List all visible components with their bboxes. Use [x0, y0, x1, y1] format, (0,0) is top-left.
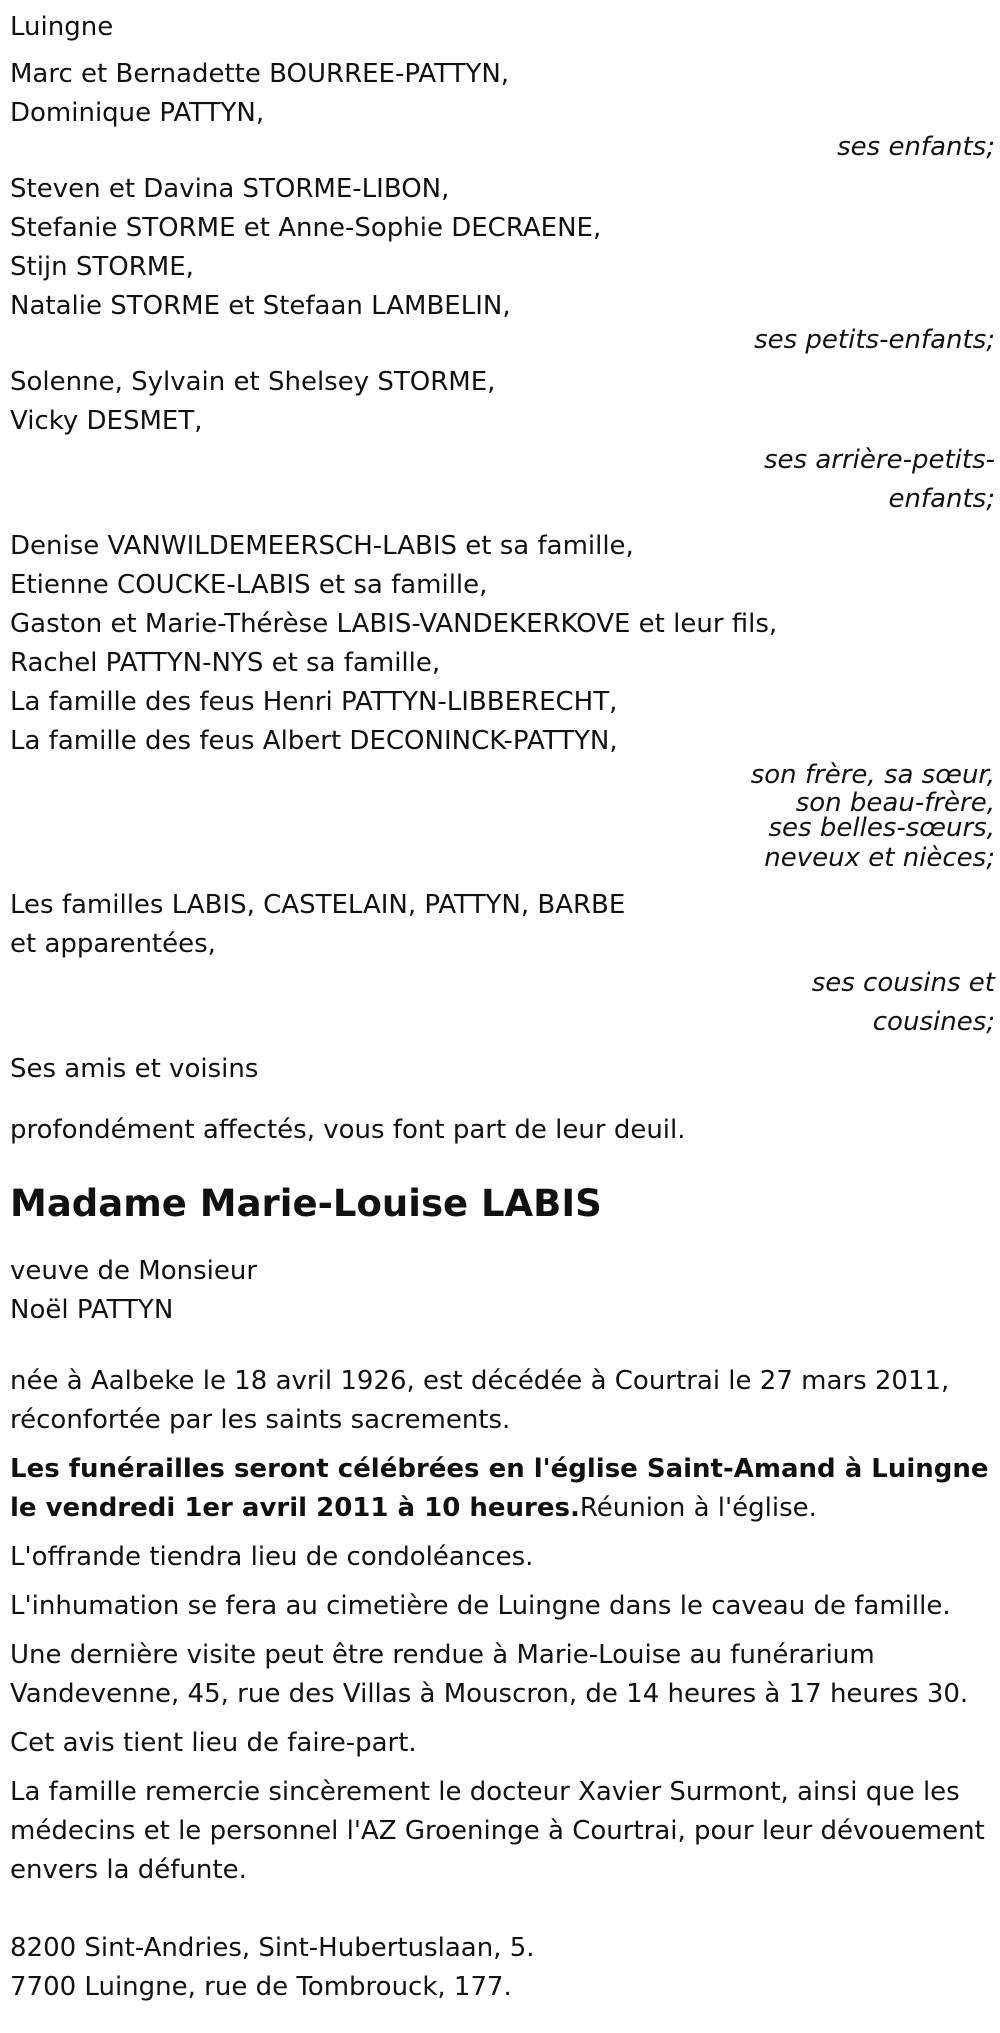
family-group-cousins	[10, 886, 995, 1042]
relation-label: son beau-frère,	[795, 788, 995, 818]
location-header: Luingne	[10, 12, 114, 42]
family-name-line: Dominique PATTYN,	[10, 98, 265, 128]
spacer	[10, 1230, 995, 1252]
burial-paragraph: L'inhumation se fera au cimetière de Luingne dans le caveau de famille.	[10, 1591, 951, 1621]
relation-label: neveux et nièces;	[764, 843, 995, 873]
friends-line: Ses amis et voisins	[10, 1054, 259, 1084]
address-line: 7700 Luingne, rue de Tombrouck, 177.	[10, 1972, 512, 2002]
funeral-meeting: Réunion à l'église.	[579, 1493, 817, 1523]
family-name-line: et apparentées,	[10, 929, 216, 959]
relation-label: son frère, sa sœur,	[750, 760, 995, 790]
family-name-line: Natalie STORME et Stefaan LAMBELIN,	[10, 291, 511, 321]
family-name-line: Steven et Davina STORME-LIBON,	[10, 174, 450, 204]
spouse-name-line: Noël PATTYN	[10, 1295, 174, 1325]
thanks-paragraph: La famille remercie sincèrement le docteur Xavier Surmont, ainsi que les médecins et le personnel l'AZ Groeninge à Courtrai, pour leur dévouement envers la défunte.	[10, 1777, 985, 1885]
family-name-line: Rachel PATTYN-NYS et sa famille,	[10, 648, 441, 678]
spacer	[10, 1089, 995, 1111]
family-group-siblings	[10, 527, 995, 878]
family-name-line: Vicky DESMET,	[10, 406, 203, 436]
relation-label: ses enfants;	[837, 132, 995, 162]
affected-line: profondément affectés, vous font part de leur deuil.	[10, 1115, 686, 1145]
friends-line-block	[10, 1050, 995, 1089]
family-name-line: Solenne, Sylvain et Shelsey STORME,	[10, 367, 496, 397]
spacer	[10, 1890, 995, 1929]
family-name-line: La famille des feus Albert DECONINCK-PATTYN,	[10, 726, 618, 756]
notice-paragraph: Cet avis tient lieu de faire-part.	[10, 1728, 417, 1758]
obituary-content	[10, 8, 995, 2007]
funeral-paragraph	[10, 1450, 990, 1528]
relation-label: ses arrière-petits-	[764, 445, 995, 475]
family-name-line: Marc et Bernadette BOURREE-PATTYN,	[10, 59, 510, 89]
relation-label: cousines;	[872, 1007, 995, 1037]
family-group-great-grandchildren	[10, 363, 995, 519]
relation-label: ses petits-enfants;	[754, 325, 995, 355]
widow-of-line: veuve de Monsieur	[10, 1256, 258, 1286]
family-group-children	[10, 55, 995, 162]
deceased-name-heading: Madame Marie-Louise LABIS	[10, 1182, 602, 1225]
family-name-line: Les familles LABIS, CASTELAIN, PATTYN, BARBE	[10, 890, 626, 920]
family-name-line: La famille des feus Henri PATTYN-LIBBERECHT,	[10, 687, 618, 717]
visit-paragraph: Une dernière visite peut être rendue à Marie-Louise au funérarium Vandevenne, 45, rue des Villas à Mouscron, de 14 heures à 17 heures 30.	[10, 1640, 969, 1709]
birth-death-paragraph: née à Aalbeke le 18 avril 1926, est décédée à Courtrai le 27 mars 2011, réconfortée par les saints sacrements.	[10, 1366, 950, 1435]
family-name-line: Gaston et Marie-Thérèse LABIS-VANDEKERKOVE et leur fils,	[10, 609, 778, 639]
relation-label: ses belles-sœurs,	[768, 813, 995, 843]
address-line: 8200 Sint-Andries, Sint-Hubertuslaan, 5.	[10, 1933, 535, 1963]
funeral-details: Les funérailles seront célébrées en l'église Saint-Amand à Luingne le vendredi 1er avril 2011 à 10 heures.	[10, 1454, 989, 1523]
family-name-line: Etienne COUCKE-LABIS et sa famille,	[10, 570, 488, 600]
family-name-line: Stefanie STORME et Anne-Sophie DECRAENE,	[10, 213, 602, 243]
family-group-grandchildren	[10, 170, 995, 355]
offering-paragraph: L'offrande tiendra lieu de condoléances.	[10, 1542, 534, 1572]
spacer	[10, 1330, 995, 1352]
relation-label: enfants;	[888, 484, 995, 514]
relation-label: ses cousins et	[811, 968, 995, 998]
family-name-line: Stijn STORME,	[10, 252, 194, 282]
family-name-line: Denise VANWILDEMEERSCH-LABIS et sa famille,	[10, 531, 634, 561]
